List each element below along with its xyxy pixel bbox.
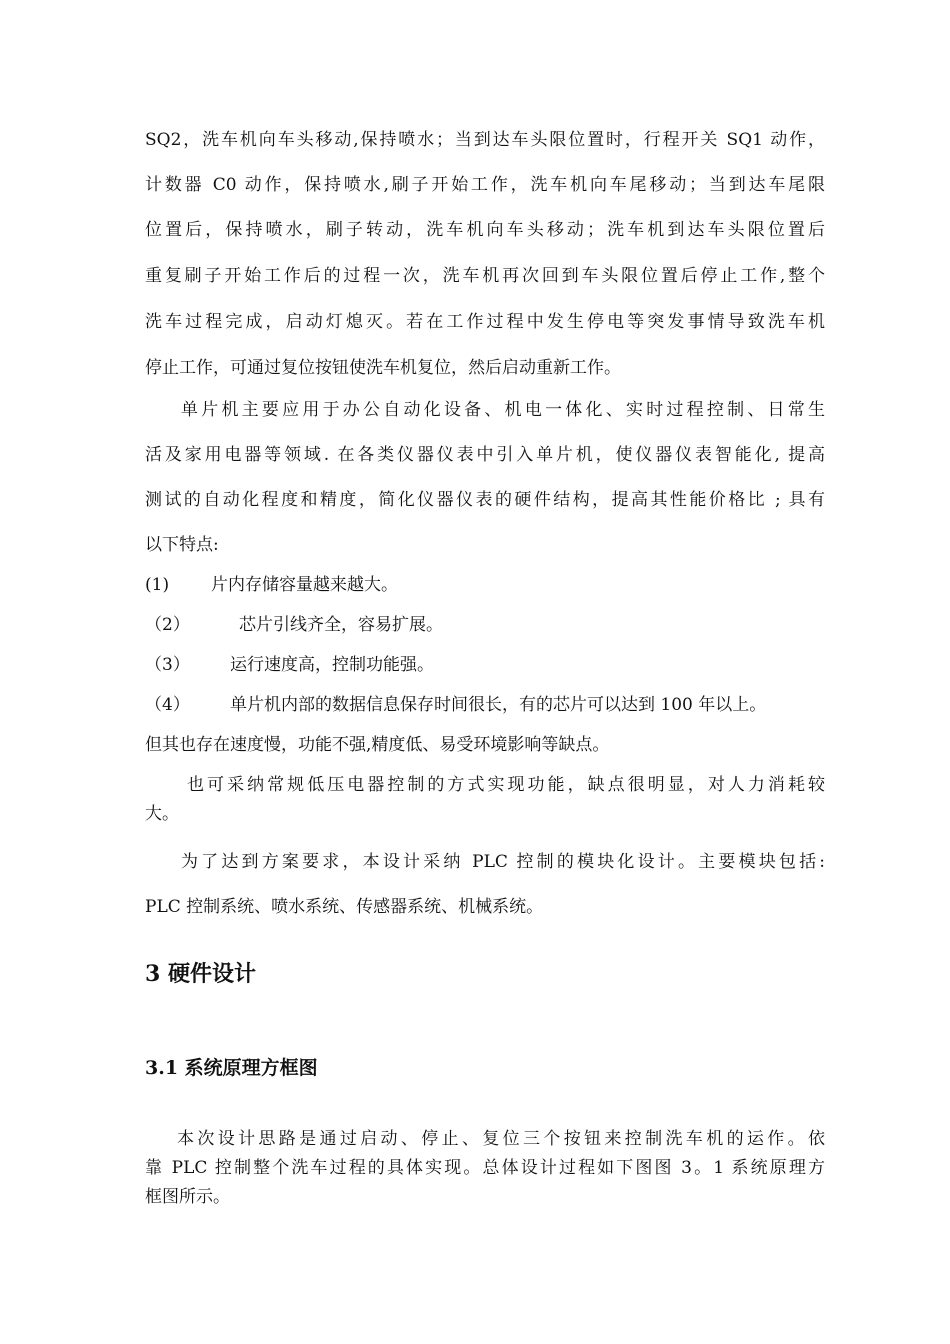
paragraph-1-line-1: SQ2，洗车机向车头移动,保持喷水；当到达车头限位置时，行程开关 SQ1 动作， — [145, 130, 825, 150]
paragraph-4-line-1: 也可采纳常规低压电器控制的方式实现功能，缺点很明显，对人力消耗较 — [187, 775, 825, 795]
paragraph-1-line-6: 停止工作，可通过复位按钮使洗车机复位，然后启动重新工作。 — [145, 358, 621, 378]
list-item-4-text: 单片机内部的数据信息保存时间很长，有的芯片可以达到 100 年以上。 — [230, 695, 767, 715]
paragraph-2-line-4: 以下特点: — [145, 535, 219, 555]
section-heading-3: 3 硬件设计 — [145, 961, 256, 987]
paragraph-1-line-2: 计数器 C0 动作，保持喷水,刷子开始工作，洗车机向车尾移动；当到达车尾限 — [145, 175, 825, 195]
paragraph-1-line-3: 位置后，保持喷水，刷子转动，洗车机向车头移动；洗车机到达车头限位置后 — [145, 220, 825, 240]
list-item-1-number: (1) — [145, 575, 170, 595]
paragraph-6-line-1: 本次设计思路是通过启动、停止、复位三个按钮来控制洗车机的运作。依 — [177, 1129, 825, 1149]
list-item-2-number: （2） — [145, 615, 190, 635]
paragraph-6-line-3: 框图所示。 — [145, 1187, 230, 1207]
paragraph-3: 但其也存在速度慢，功能不强,精度低、易受环境影响等缺点。 — [145, 735, 610, 755]
paragraph-2-line-2: 活及家用电器等领域. 在各类仪器仪表中引入单片机，使仪器仪表智能化, 提高 — [145, 445, 825, 465]
paragraph-1-line-5: 洗车过程完成，启动灯熄灭。若在工作过程中发生停电等突发事情导致洗车机 — [145, 312, 825, 332]
list-item-1-text: 片内存储容量越来越大。 — [211, 575, 398, 595]
paragraph-5-line-2: PLC 控制系统、喷水系统、传感器系统、机械系统。 — [145, 897, 544, 917]
paragraph-6-line-2: 靠 PLC 控制整个洗车过程的具体实现。总体设计过程如下图图 3。1 系统原理方 — [145, 1158, 825, 1178]
section-heading-3-1: 3.1 系统原理方框图 — [145, 1057, 318, 1079]
list-item-3-number: （3） — [145, 655, 190, 675]
list-item-2-text: 芯片引线齐全，容易扩展。 — [239, 615, 443, 635]
paragraph-2-line-3: 测试的自动化程度和精度，简化仪器仪表的硬件结构，提高其性能价格比 ; 具有 — [145, 490, 825, 510]
list-item-3-text: 运行速度高，控制功能强。 — [230, 655, 434, 675]
paragraph-4-line-2: 大。 — [145, 804, 179, 824]
paragraph-2-line-1: 单片机主要应用于办公自动化设备、机电一体化、实时过程控制、日常生 — [181, 400, 825, 420]
paragraph-5-line-1: 为了达到方案要求，本设计采纳 PLC 控制的模块化设计。主要模块包括: — [181, 852, 825, 872]
list-item-4-number: （4） — [145, 695, 190, 715]
paragraph-1-line-4: 重复刷子开始工作后的过程一次，洗车机再次回到车头限位置后停止工作,整个 — [145, 266, 825, 286]
